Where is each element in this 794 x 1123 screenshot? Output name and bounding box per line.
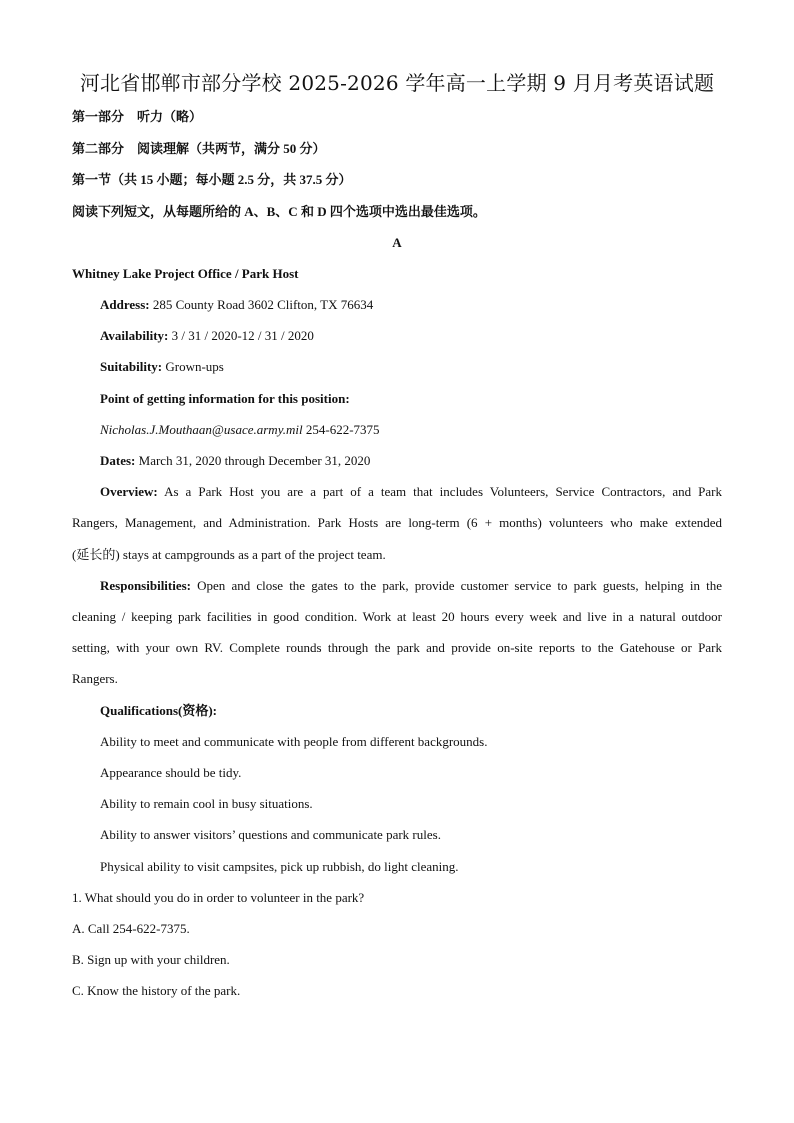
qualifications-suffix: (资格): (178, 703, 218, 718)
address-label: Address: (100, 297, 150, 312)
overview-text-1: As a Park Host you are a part of a team that includes Volunteers, Service Contractors, and Park (157, 484, 722, 499)
responsibilities-line-4: Rangers. (72, 671, 118, 686)
qualification-item: Appearance should be tidy. (100, 765, 242, 780)
suitability-value: Grown-ups (162, 359, 224, 374)
contact-phone: 254-622-7375 (302, 422, 380, 437)
exam-title: 河北省邯郸市部分学校 2025-2026 学年高一上学期 9 月月考英语试题 (79, 71, 715, 95)
availability-value: 3 / 31 / 2020-12 / 31 / 2020 (168, 328, 314, 343)
option-a: A. Call 254-622-7375. (72, 921, 190, 936)
instructions: 阅读下列短文，从每题所给的 A、B、C 和 D 四个选项中选出最佳选项。 (72, 204, 486, 219)
availability-line (100, 327, 722, 345)
section1-heading: 第一节（共 15 小题；每小题 2.5 分，共 37.5 分） (72, 172, 352, 187)
contact-email: Nicholas.J.Mouthaan@usace.army.mil (100, 422, 303, 437)
overview-line-1 (100, 483, 722, 501)
passage-letter: A (392, 235, 402, 250)
overview-line-3: (延长的) stays at campgrounds as a part of the project team. (72, 547, 386, 562)
option-c: C. Know the history of the park. (72, 983, 241, 998)
question-1: 1. What should you do in order to volunteer in the park? (72, 890, 365, 905)
option-b: B. Sign up with your children. (72, 952, 230, 967)
suitability-label: Suitability: (100, 359, 163, 374)
passage-title: Whitney Lake Project Office / Park Host (72, 266, 299, 281)
qualification-item: Ability to remain cool in busy situations. (100, 796, 313, 811)
overview-label: Overview: (100, 484, 158, 499)
address-value: 285 County Road 3602 Clifton, TX 76634 (149, 297, 374, 312)
qualifications-heading (100, 702, 722, 720)
responsibilities-label: Responsibilities: (100, 578, 192, 593)
qualification-item: Ability to answer visitors’ questions and communicate park rules. (100, 827, 441, 842)
suitability-line (100, 358, 722, 376)
dates-line (100, 452, 722, 470)
responsibilities-line-1 (100, 577, 722, 595)
responsibilities-text-1: Open and close the gates to the park, provide customer service to park guests, helping in the (191, 578, 722, 593)
part1-heading: 第一部分 听力（略） (72, 109, 203, 124)
availability-label: Availability: (100, 328, 169, 343)
contact-line (100, 421, 722, 439)
qualifications-label: Qualifications (100, 703, 179, 718)
dates-label: Dates: (100, 453, 136, 468)
responsibilities-line-2: cleaning / keeping park facilities in good condition. Work at least 20 hours every week and live in a natural outdoor (72, 609, 722, 624)
contact-heading: Point of getting information for this position: (100, 391, 350, 406)
qualification-item: Physical ability to visit campsites, pick up rubbish, do light cleaning. (100, 859, 459, 874)
part2-heading: 第二部分 阅读理解（共两节，满分 50 分） (72, 141, 326, 156)
qualification-item: Ability to meet and communicate with people from different backgrounds. (100, 734, 488, 749)
responsibilities-line-3: setting, with your own RV. Complete rounds through the park and provide on-site reports to the Gatehouse or Park (72, 640, 722, 655)
overview-line-2: Rangers, Management, and Administration. Park Hosts are long-term (6 + months) volunteers who make extended (72, 515, 722, 530)
address-line (100, 296, 722, 314)
dates-value: March 31, 2020 through December 31, 2020 (135, 453, 371, 468)
